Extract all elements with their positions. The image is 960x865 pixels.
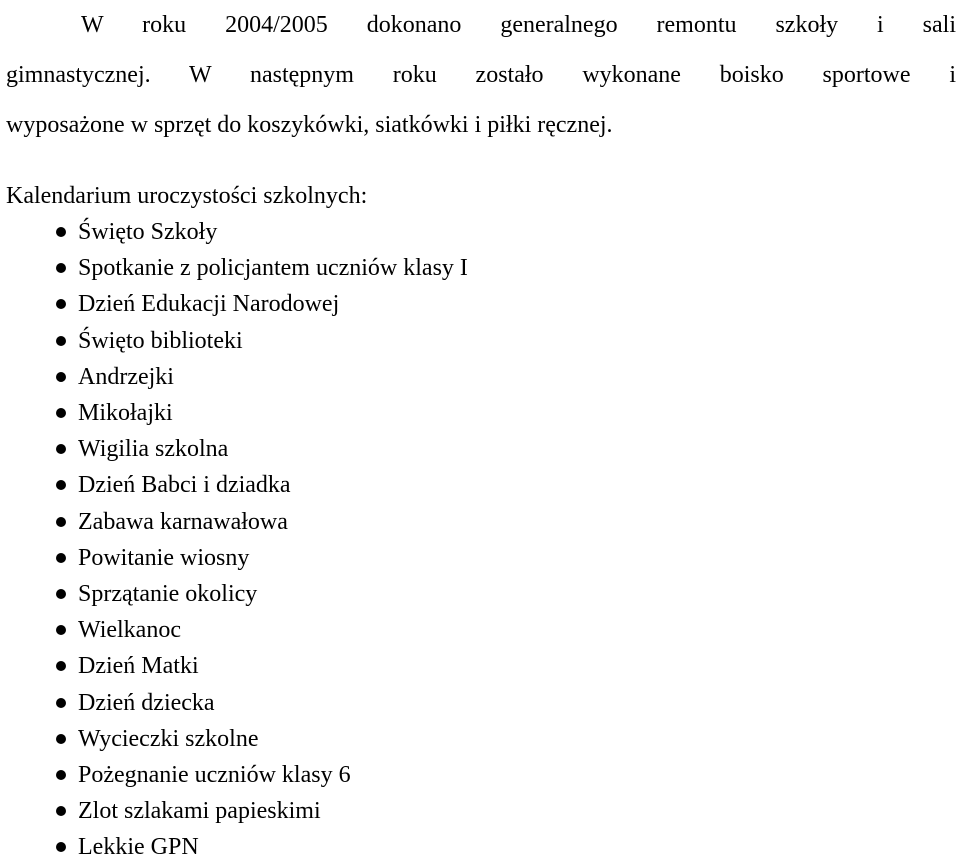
bullet-icon <box>56 517 66 527</box>
list-item-label: Dzień dziecka <box>78 689 215 716</box>
bullet-icon <box>56 842 66 852</box>
list-item <box>6 431 946 467</box>
list-item <box>6 359 946 395</box>
bullet-icon <box>56 480 66 490</box>
list-item <box>6 323 946 359</box>
history-paragraph <box>6 0 956 150</box>
list-item-label: Wielkanoc <box>78 617 181 644</box>
list-item-label: Lekkie GPN <box>78 834 199 861</box>
list-item <box>6 250 946 286</box>
bullet-icon <box>56 698 66 708</box>
list-item <box>6 757 946 793</box>
bullet-icon <box>56 589 66 599</box>
list-item-label: Dzień Babci i dziadka <box>78 472 291 499</box>
bullet-icon <box>56 299 66 309</box>
list-item-label: Święto Szkoły <box>78 219 218 246</box>
list-item <box>6 793 946 829</box>
list-item-label: Spotkanie z policjantem uczniów klasy I <box>78 255 468 282</box>
list-item-label: Dzień Matki <box>78 653 199 680</box>
paragraph-line: gimnastycznej. W następnym roku zostało wykonane boisko sportowe i <box>6 62 956 88</box>
list-item-label: Wigilia szkolna <box>78 436 229 463</box>
calendar-section <box>6 178 946 865</box>
list-item <box>6 395 946 431</box>
list-item-label: Mikołajki <box>78 400 173 427</box>
bullet-icon <box>56 444 66 454</box>
paragraph-line: W roku 2004/2005 dokonano generalnego remontu szkoły i sali <box>81 12 956 38</box>
list-item <box>6 721 946 757</box>
calendar-list <box>6 214 946 865</box>
bullet-icon <box>56 734 66 744</box>
list-item-label: Dzień Edukacji Narodowej <box>78 291 340 318</box>
calendar-heading: Kalendarium uroczystości szkolnych: <box>6 183 368 209</box>
list-item-label: Święto biblioteki <box>78 327 243 354</box>
list-item <box>6 467 946 503</box>
bullet-icon <box>56 553 66 563</box>
list-item-label: Zlot szlakami papieskimi <box>78 798 321 825</box>
bullet-icon <box>56 336 66 346</box>
bullet-icon <box>56 372 66 382</box>
list-item <box>6 829 946 865</box>
bullet-icon <box>56 806 66 816</box>
bullet-icon <box>56 661 66 671</box>
paragraph-line: wyposażone w sprzęt do koszykówki, siatkówki i piłki ręcznej. <box>6 112 613 138</box>
list-item <box>6 612 946 648</box>
list-item <box>6 214 946 250</box>
list-item <box>6 648 946 684</box>
bullet-icon <box>56 263 66 273</box>
list-item <box>6 576 946 612</box>
list-item-label: Sprzątanie okolicy <box>78 580 258 607</box>
bullet-icon <box>56 625 66 635</box>
list-item-label: Pożegnanie uczniów klasy 6 <box>78 761 351 788</box>
list-item <box>6 286 946 322</box>
list-item-label: Powitanie wiosny <box>78 544 250 571</box>
list-item-label: Wycieczki szkolne <box>78 725 259 752</box>
list-item <box>6 684 946 720</box>
list-item-label: Andrzejki <box>78 363 174 390</box>
list-item <box>6 504 946 540</box>
list-item-label: Zabawa karnawałowa <box>78 508 288 535</box>
list-item <box>6 540 946 576</box>
bullet-icon <box>56 227 66 237</box>
bullet-icon <box>56 770 66 780</box>
bullet-icon <box>56 408 66 418</box>
